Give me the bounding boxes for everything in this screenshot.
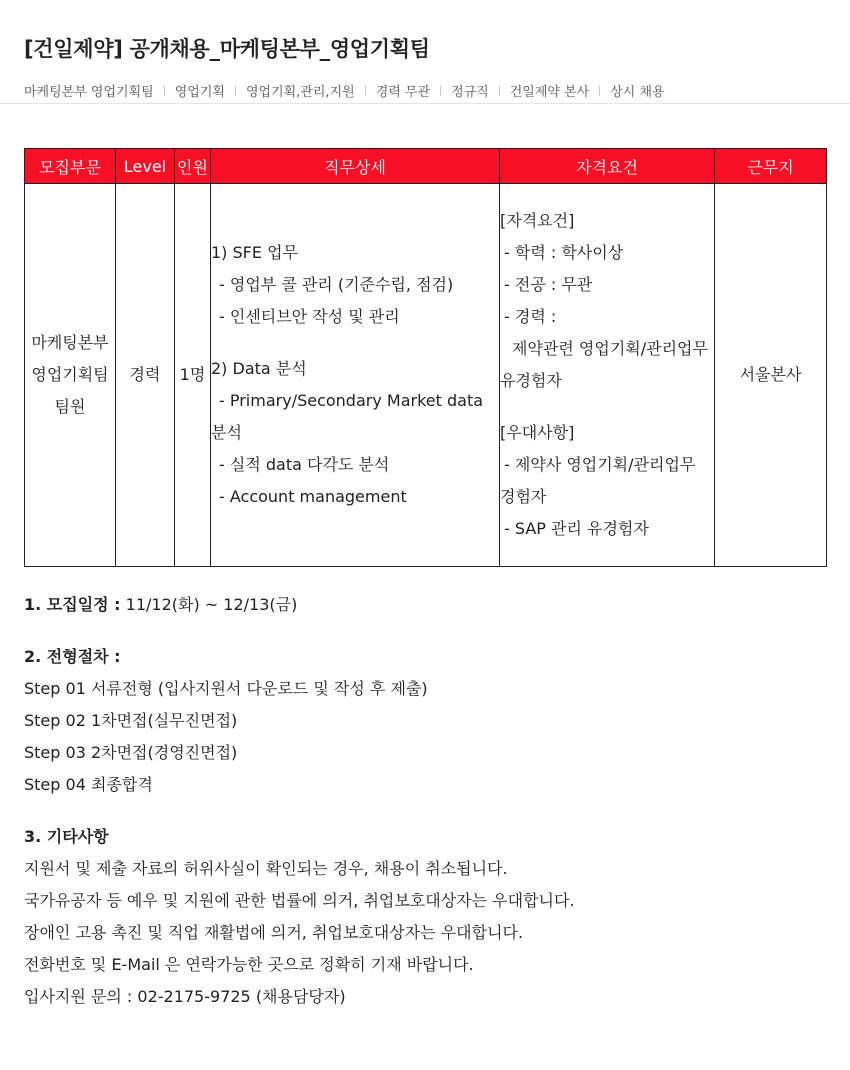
process-step: Step 03 2차면접(경영진면접) bbox=[24, 743, 238, 762]
column-header-headcount: 인원 bbox=[175, 149, 211, 184]
qualification-item: - 경력 : bbox=[504, 307, 557, 326]
job-content bbox=[0, 104, 850, 1013]
duty-group-title: 1) SFE 업무 bbox=[211, 243, 298, 262]
column-header-duties: 직무상세 bbox=[211, 149, 500, 184]
etc-line: 지원서 및 제출 자료의 허위사실이 확인되는 경우, 채용이 취소됩니다. bbox=[24, 859, 508, 878]
cell-headcount: 1명 bbox=[175, 184, 211, 567]
duty-item: - Primary/Secondary Market data bbox=[219, 391, 484, 410]
cell-location: 서울본사 bbox=[715, 184, 827, 567]
schedule-label: 1. 모집일정 : bbox=[24, 595, 121, 614]
column-header-location: 근무지 bbox=[715, 149, 827, 184]
tag-hiring-period: 상시 채용 bbox=[610, 85, 665, 100]
recruitment-table bbox=[24, 148, 827, 567]
schedule-value: 11/12(화) ~ 12/13(금) bbox=[120, 595, 298, 614]
tag-job-detail: 영업기획,관리,지원 bbox=[245, 85, 355, 100]
department-line: 마케팅본부 bbox=[31, 333, 109, 352]
qualification-item-continued: 유경험자 bbox=[500, 371, 562, 390]
job-tags bbox=[24, 81, 826, 100]
tag-divider bbox=[599, 85, 600, 96]
schedule-section bbox=[24, 589, 826, 621]
process-step: Step 01 서류전형 (입사지원서 다운로드 및 작성 후 제출) bbox=[24, 679, 428, 698]
etc-line: 장애인 고용 촉진 및 직업 재활법에 의거, 취업보호대상자는 우대합니다. bbox=[24, 923, 524, 942]
column-header-department: 모집부문 bbox=[25, 149, 116, 184]
tag-divider bbox=[164, 85, 165, 96]
preference-item: - SAP 관리 유경험자 bbox=[504, 519, 649, 538]
qualification-title: [자격요건] bbox=[500, 211, 575, 230]
duty-group-title: 2) Data 분석 bbox=[211, 359, 307, 378]
tag-divider bbox=[235, 85, 236, 96]
etc-line: 전화번호 및 E-Mail 은 연락가능한 곳으로 정확히 기재 바랍니다. bbox=[24, 955, 474, 974]
duty-item: - 인센티브안 작성 및 관리 bbox=[219, 307, 400, 326]
tag-divider bbox=[365, 85, 366, 96]
preference-item-continued: 경험자 bbox=[500, 487, 547, 506]
qualification-item-continued: 제약관련 영업기획/관리업무 bbox=[512, 339, 708, 358]
cell-duties bbox=[211, 184, 500, 567]
tag-experience: 경력 무관 bbox=[375, 85, 431, 100]
tag-location: 건일제약 본사 bbox=[509, 85, 590, 100]
cell-department bbox=[25, 184, 116, 567]
etc-line: 국가유공자 등 예우 및 지원에 관한 법률에 의거, 취업보호대상자는 우대합니다. bbox=[24, 891, 575, 910]
qualification-item: - 학력 : 학사이상 bbox=[504, 243, 624, 262]
duty-item: - Account management bbox=[219, 487, 407, 506]
column-header-qualifications: 자격요건 bbox=[500, 149, 715, 184]
duty-item-continued: 분석 bbox=[211, 423, 242, 442]
qualification-item: - 전공 : 무관 bbox=[504, 275, 593, 294]
process-step: Step 02 1차면접(실무진면접) bbox=[24, 711, 238, 730]
page-title: [건일제약] 공개채용_마케팅본부_영업기획팀 bbox=[24, 37, 430, 61]
preference-item: - 제약사 영업기획/관리업무 bbox=[504, 455, 696, 474]
cell-qualifications bbox=[500, 184, 715, 567]
tag-divider bbox=[440, 85, 441, 96]
table-row bbox=[25, 184, 827, 567]
preference-title: [우대사항] bbox=[500, 423, 575, 442]
department-line: 영업기획팀 bbox=[31, 365, 109, 384]
cell-level: 경력 bbox=[116, 184, 175, 567]
process-step: Step 04 최종합격 bbox=[24, 775, 153, 794]
tag-department: 마케팅본부 영업기획팀 bbox=[24, 85, 154, 100]
recruitment-info bbox=[24, 589, 826, 1013]
department-line: 팀원 bbox=[54, 397, 86, 416]
column-header-level: Level bbox=[116, 149, 175, 184]
tag-divider bbox=[499, 85, 500, 96]
duty-item: - 영업부 콜 관리 (기준수립, 점검) bbox=[219, 275, 454, 294]
process-label: 2. 전형절차 : bbox=[24, 647, 121, 666]
duty-item: - 실적 data 다각도 분석 bbox=[219, 455, 390, 474]
etc-label: 3. 기타사항 bbox=[24, 827, 109, 846]
tag-employment-type: 정규직 bbox=[451, 85, 489, 100]
job-header bbox=[0, 0, 850, 104]
table-header-row bbox=[25, 149, 827, 184]
contact-line: 입사지원 문의 : 02-2175-9725 (채용담당자) bbox=[24, 987, 346, 1006]
tag-job-category: 영업기획 bbox=[174, 85, 225, 100]
